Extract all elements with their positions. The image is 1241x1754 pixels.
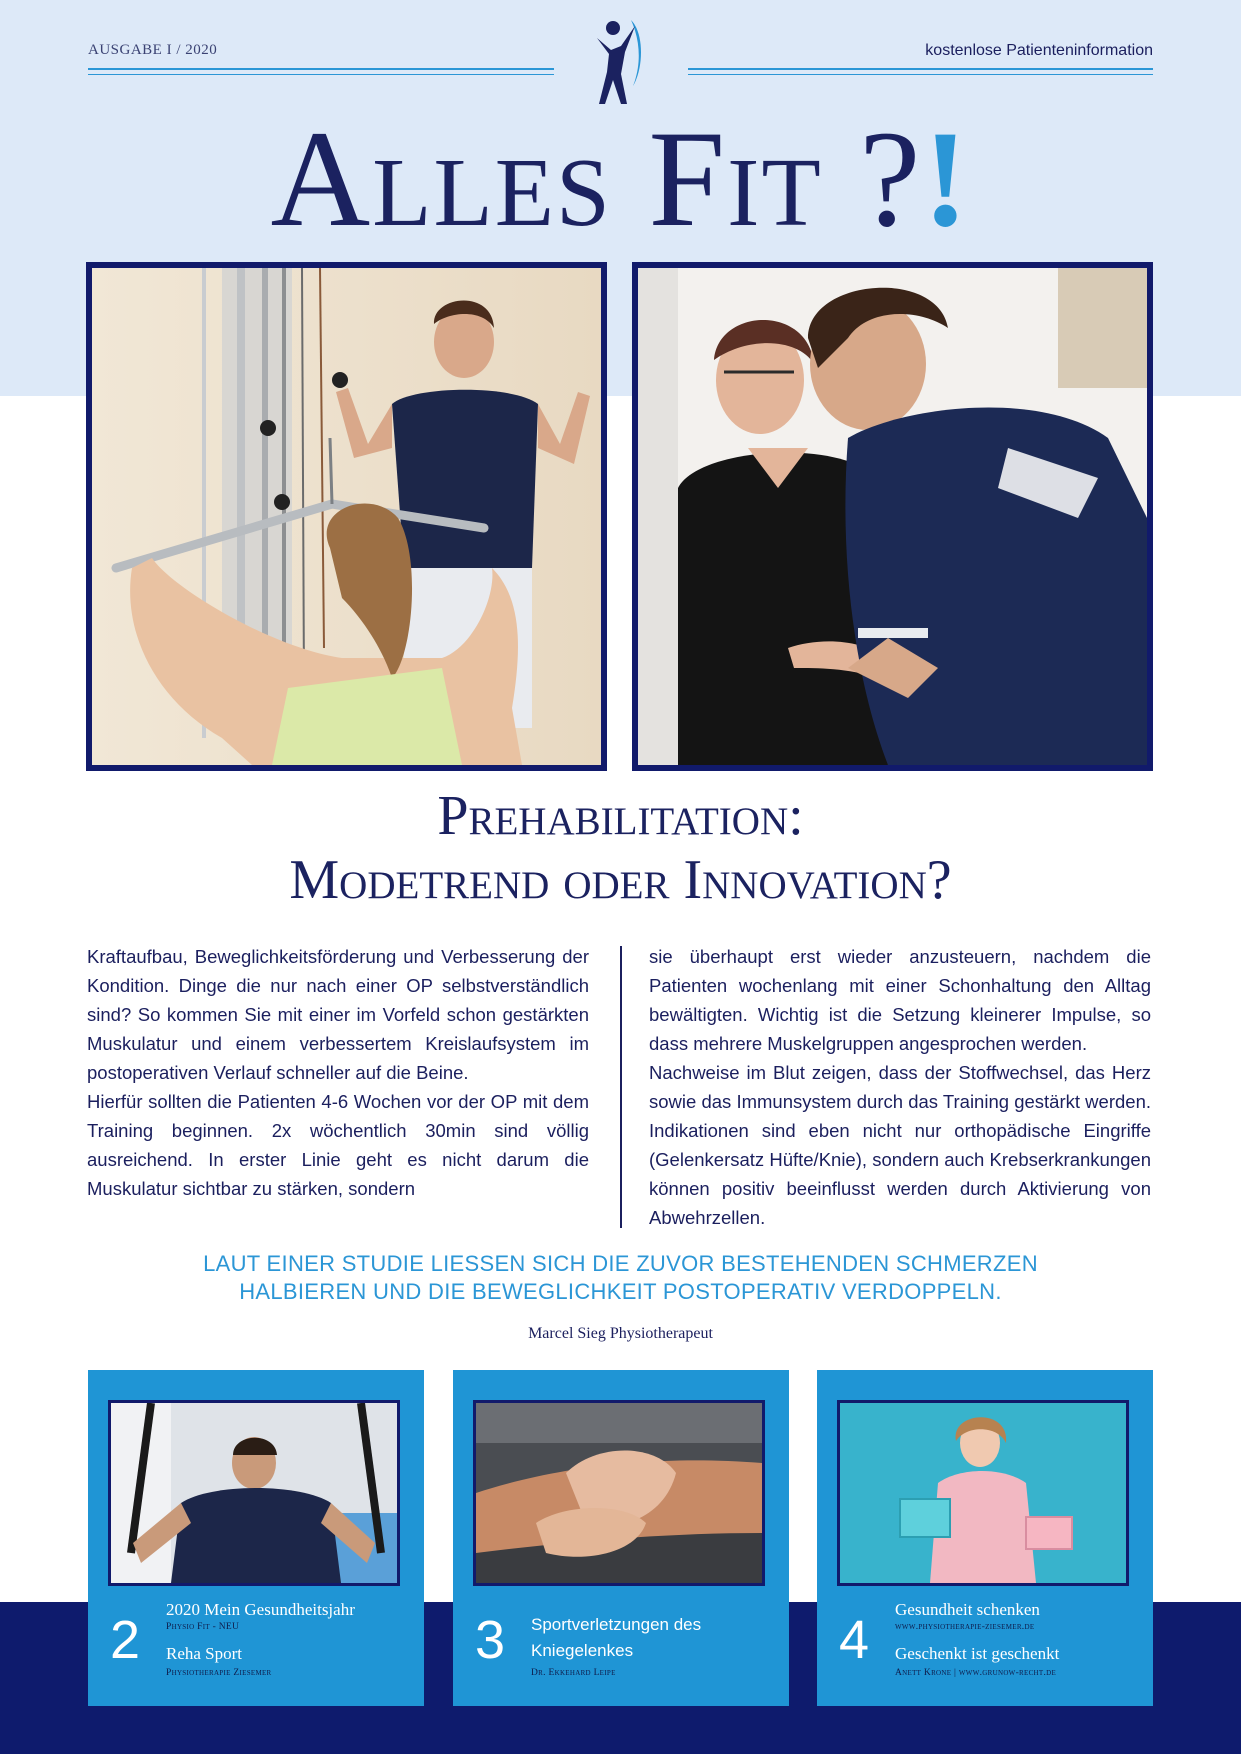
pull-quote-line-1: LAUT EINER STUDIE LIESSEN SICH DIE ZUVOR BESTEHENDEN SCHMERZEN <box>203 1251 1038 1276</box>
teaser-photo-gift <box>837 1400 1129 1586</box>
article-column-right <box>649 942 1151 1232</box>
column-divider <box>620 946 622 1228</box>
knee-treatment-illustration <box>476 1403 762 1583</box>
photo-training-illustration <box>92 268 601 765</box>
logo-icon <box>591 16 647 108</box>
header-rule-left-thin <box>88 74 554 75</box>
teaser-author: www.physiotherapie-ziesemer.de <box>895 1622 1035 1632</box>
teaser-title: 2020 Mein Gesundheitsjahr <box>166 1600 355 1619</box>
teaser-photo-knee-treatment <box>473 1400 765 1586</box>
sling-training-illustration <box>111 1403 397 1583</box>
teaser-number: 4 <box>839 1610 870 1670</box>
teaser-title: Gesundheit schenken <box>895 1600 1040 1619</box>
header-rule-left <box>88 68 554 70</box>
article-paragraph: Hierfür sollten die Patienten 4-6 Wochen vor der OP mit dem Training beginnen. 2x wöchentlich 30min sind völlig ausreichend. In erster Linie geht es nicht darum die Muskulatur sichtbar zu stärken, sondern <box>87 1091 589 1199</box>
teaser-title: Sportverletzungen des Kniegelenkes <box>531 1615 702 1660</box>
article-column-left <box>87 942 589 1203</box>
article-paragraph: Nachweise im Blut zeigen, dass der Stoffwechsel, das Herz sowie das Immunsystem durch das Training gestärkt werden. Indikationen sind eben nicht nur orthopädische Eingriffe (Gelenkersatz Hüfte/Knie), sondern auch Krebserkrankungen können positiv beeinflusst werden durch Aktivierung von Abwehrzellen. <box>649 1062 1151 1228</box>
teaser-author: Anett Krone | www.grunow-recht.de <box>895 1668 1057 1678</box>
header-rule-right-thin <box>688 74 1153 75</box>
masthead-title <box>0 104 1241 254</box>
teaser-card-4[interactable] <box>817 1370 1153 1706</box>
pull-quote-line-2: HALBIEREN UND DIE BEWEGLICHKEIT POSTOPERATIV VERDOPPELN. <box>239 1279 1002 1304</box>
teaser-author: Physiotherapie Ziesemer <box>166 1668 272 1678</box>
tagline: kostenlose Patienteninformation <box>925 42 1153 59</box>
teaser-number: 2 <box>110 1610 141 1670</box>
teaser-author: Physio Fit - NEU <box>166 1622 240 1632</box>
photo-therapist-with-patient <box>632 262 1153 771</box>
teaser-author: Dr. Ekkehard Leipe <box>531 1668 616 1678</box>
photo-training-cable-machine <box>86 262 607 771</box>
gift-illustration <box>840 1403 1126 1583</box>
header-rule-right <box>688 68 1153 70</box>
teaser-title: Reha Sport <box>166 1644 243 1663</box>
article-paragraph: sie überhaupt erst wieder anzusteuern, nachdem die Patienten wochenlang mit einer Schonhaltung den Alltag bewältigten. Wichtig ist die Setzung kleinerer Impulse, so dass mehrere Muskelgruppen angesprochen werden. <box>649 946 1151 1054</box>
article-headline <box>0 784 1241 912</box>
photo-therapist-illustration <box>638 268 1147 765</box>
issue-label: AUSGABE I / 2020 <box>88 42 218 58</box>
teaser-card-3[interactable] <box>453 1370 789 1706</box>
teaser-photo-sling-training <box>108 1400 400 1586</box>
teaser-card-2[interactable] <box>88 1370 424 1706</box>
pull-quote <box>0 1250 1241 1306</box>
quote-attribution: Marcel Sieg Physiotherapeut <box>528 1325 713 1342</box>
masthead-exclamation: ! <box>922 102 971 255</box>
article-paragraph: Kraftaufbau, Beweglichkeitsförderung und Verbesserung der Kondition. Dinge die nur nach einer OP selbstverständlich sind? So kommen Sie mit einer im Vorfeld schon gestärkten Muskulatur und einem verbessertem Kreislaufsystem im postoperativen Verlauf schneller auf die Beine. <box>87 946 589 1083</box>
teaser-number: 3 <box>475 1610 506 1670</box>
masthead-title-text: Alles Fit ? <box>270 102 923 255</box>
teaser-title: Geschenkt ist geschenkt <box>895 1644 1060 1663</box>
headline-line-1: Prehabilitation: <box>437 785 804 847</box>
headline-line-2: Modetrend oder Innovation? <box>289 849 952 911</box>
